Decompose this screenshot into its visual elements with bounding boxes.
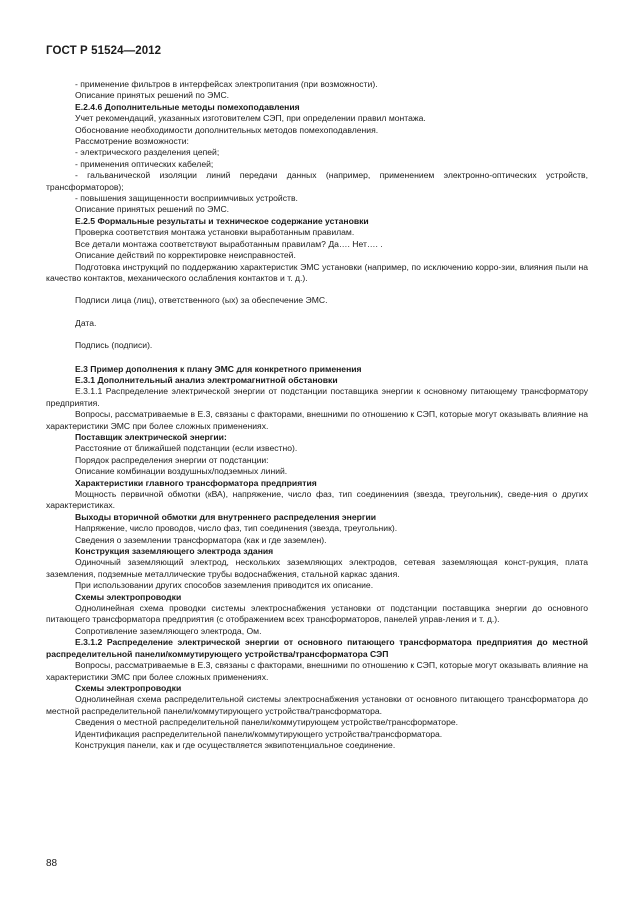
subheading: Поставщик электрической энергии: bbox=[75, 431, 227, 442]
list-item: - гальванической изоляции линий передачи данных (например, применением электронно-оптических устройств, трансформаторов); bbox=[46, 170, 588, 192]
list-item: - электрического разделения цепей; bbox=[75, 147, 220, 158]
document-header: ГОСТ Р 51524—2012 bbox=[46, 45, 162, 57]
subheading: Характеристики главного трансформатора предприятия bbox=[75, 477, 317, 488]
paragraph: Одиночный заземляющий электрод, нескольких заземляющих электродов, сетевая заземляющая конст-рукция, плата заземления, подземные металлические трубы водоснабжения, стальной каркас здания. bbox=[46, 557, 588, 579]
paragraph: Обоснование необходимости дополнительных методов помехоподавления. bbox=[75, 124, 379, 135]
paragraph: Однолинейная схема распределительной системы электроснабжения установки от основного питающего трансформатора до местной распределительной панели/коммутирующего устройства/трансформатора. bbox=[46, 694, 588, 716]
section-heading: E.3.1.2 Распределение электрической энергии от основного питающего трансформатора предприятия до местной распределительной панели/коммутирующего устройства/трансформатора СЭП bbox=[46, 637, 588, 659]
paragraph: Вопросы, рассматриваемые в E.3, связаны с факторами, внешними по отношению к СЭП, которые могут оказывать влияние на характеристики ЭМС при более сложных применениях. bbox=[46, 409, 588, 431]
date-line: Дата. bbox=[75, 317, 97, 328]
signature-line: Подписи лица (лиц), ответственного (ых) за обеспечение ЭМС. bbox=[75, 295, 328, 306]
paragraph: Идентификация распределительной панели/коммутирующего устройства/трансформатора. bbox=[75, 728, 443, 739]
paragraph: Расстояние от ближайшей подстанции (если известно). bbox=[75, 443, 298, 454]
paragraph: Описание комбинации воздушных/подземных линий. bbox=[75, 466, 288, 477]
document-body bbox=[46, 79, 588, 751]
paragraph: - применение фильтров в интерфейсах электропитания (при возможности). bbox=[75, 79, 378, 89]
paragraph: Напряжение, число проводов, число фаз, тип соединения (звезда, треугольник). bbox=[75, 523, 398, 534]
paragraph: Сведения о заземлении трансформатора (как и где заземлен). bbox=[75, 534, 327, 545]
paragraph: Рассмотрение возможности: bbox=[75, 136, 189, 147]
paragraph: При использовании других способов заземления приводится их описание. bbox=[75, 580, 374, 591]
section-heading: E.2.5 Формальные результаты и техническое содержание установки bbox=[75, 215, 369, 226]
paragraph: Однолинейная схема проводки системы электроснабжения установки от подстанции поставщика энергии до основного питающего трансформатора предприятия (с отображением всех трансформаторов, панелей управ-ления и т. д.). bbox=[46, 603, 588, 625]
subheading: Схемы электропроводки bbox=[75, 682, 182, 693]
paragraph: E.3.1.1 Распределение электрической энергии от подстанции поставщика энергии к основному питающему трансформатору предприятия. bbox=[46, 386, 588, 408]
page-number: 88 bbox=[46, 858, 58, 869]
paragraph: Мощность первичной обмотки (кВА), напряжение, число фаз, тип соединениия (звезда, треугольник), сведе-ния о других характеристиках. bbox=[46, 489, 588, 511]
paragraph: Сведения о местной распределительной панели/коммутирующем устройстве/трансформаторе. bbox=[75, 717, 459, 728]
paragraph: Все детали монтажа соответствуют выработанным правилам? Да…. Нет…. . bbox=[75, 238, 383, 249]
paragraph: Проверка соответствия монтажа установки выработанным правилам. bbox=[75, 227, 355, 238]
paragraph: Подготовка инструкций по поддержанию характеристик ЭМС установки (например, по исключению корро-зии, влияния пыли на качество контактов, механического ослабления контактов и т. д.). bbox=[46, 261, 588, 283]
subheading: Конструкция заземляющего электрода здания bbox=[75, 546, 274, 557]
list-item: - повышения защищенности восприимчивых устройств. bbox=[75, 193, 298, 204]
signature-line: Подпись (подписи). bbox=[75, 340, 153, 351]
paragraph: Порядок распределения энергии от подстанции: bbox=[75, 454, 269, 465]
paragraph: Конструкция панели, как и где осуществляется эквипотенциальное соединение. bbox=[75, 739, 396, 750]
section-heading: E.3 Пример дополнения к плану ЭМС для конкретного применения bbox=[75, 363, 362, 374]
subheading: Выходы вторичной обмотки для внутреннего распределения энергии bbox=[75, 511, 377, 522]
section-heading: E.3.1 Дополнительный анализ электромагнитной обстановки bbox=[75, 374, 338, 385]
paragraph: Описание принятых решений по ЭМС. bbox=[75, 90, 230, 101]
paragraph: Учет рекомендаций, указанных изготовителем СЭП, при определении правил монтажа. bbox=[75, 113, 426, 124]
paragraph: Сопротивление заземляющего электрода, Ом. bbox=[75, 625, 262, 636]
paragraph: Описание принятых решений по ЭМС. bbox=[75, 204, 230, 215]
section-heading: E.2.4.6 Дополнительные методы помехоподавления bbox=[75, 101, 300, 112]
subheading: Схемы электропроводки bbox=[75, 591, 182, 602]
list-item: - применения оптических кабелей; bbox=[75, 158, 214, 169]
paragraph: Описание действий по корректировке неисправностей. bbox=[75, 250, 296, 261]
paragraph: Вопросы, рассматриваемые в E.3, связаны с факторами, внешними по отношению к СЭП, которые могут оказывать влияние на характеристики ЭМС при более сложных применениях. bbox=[46, 660, 588, 682]
